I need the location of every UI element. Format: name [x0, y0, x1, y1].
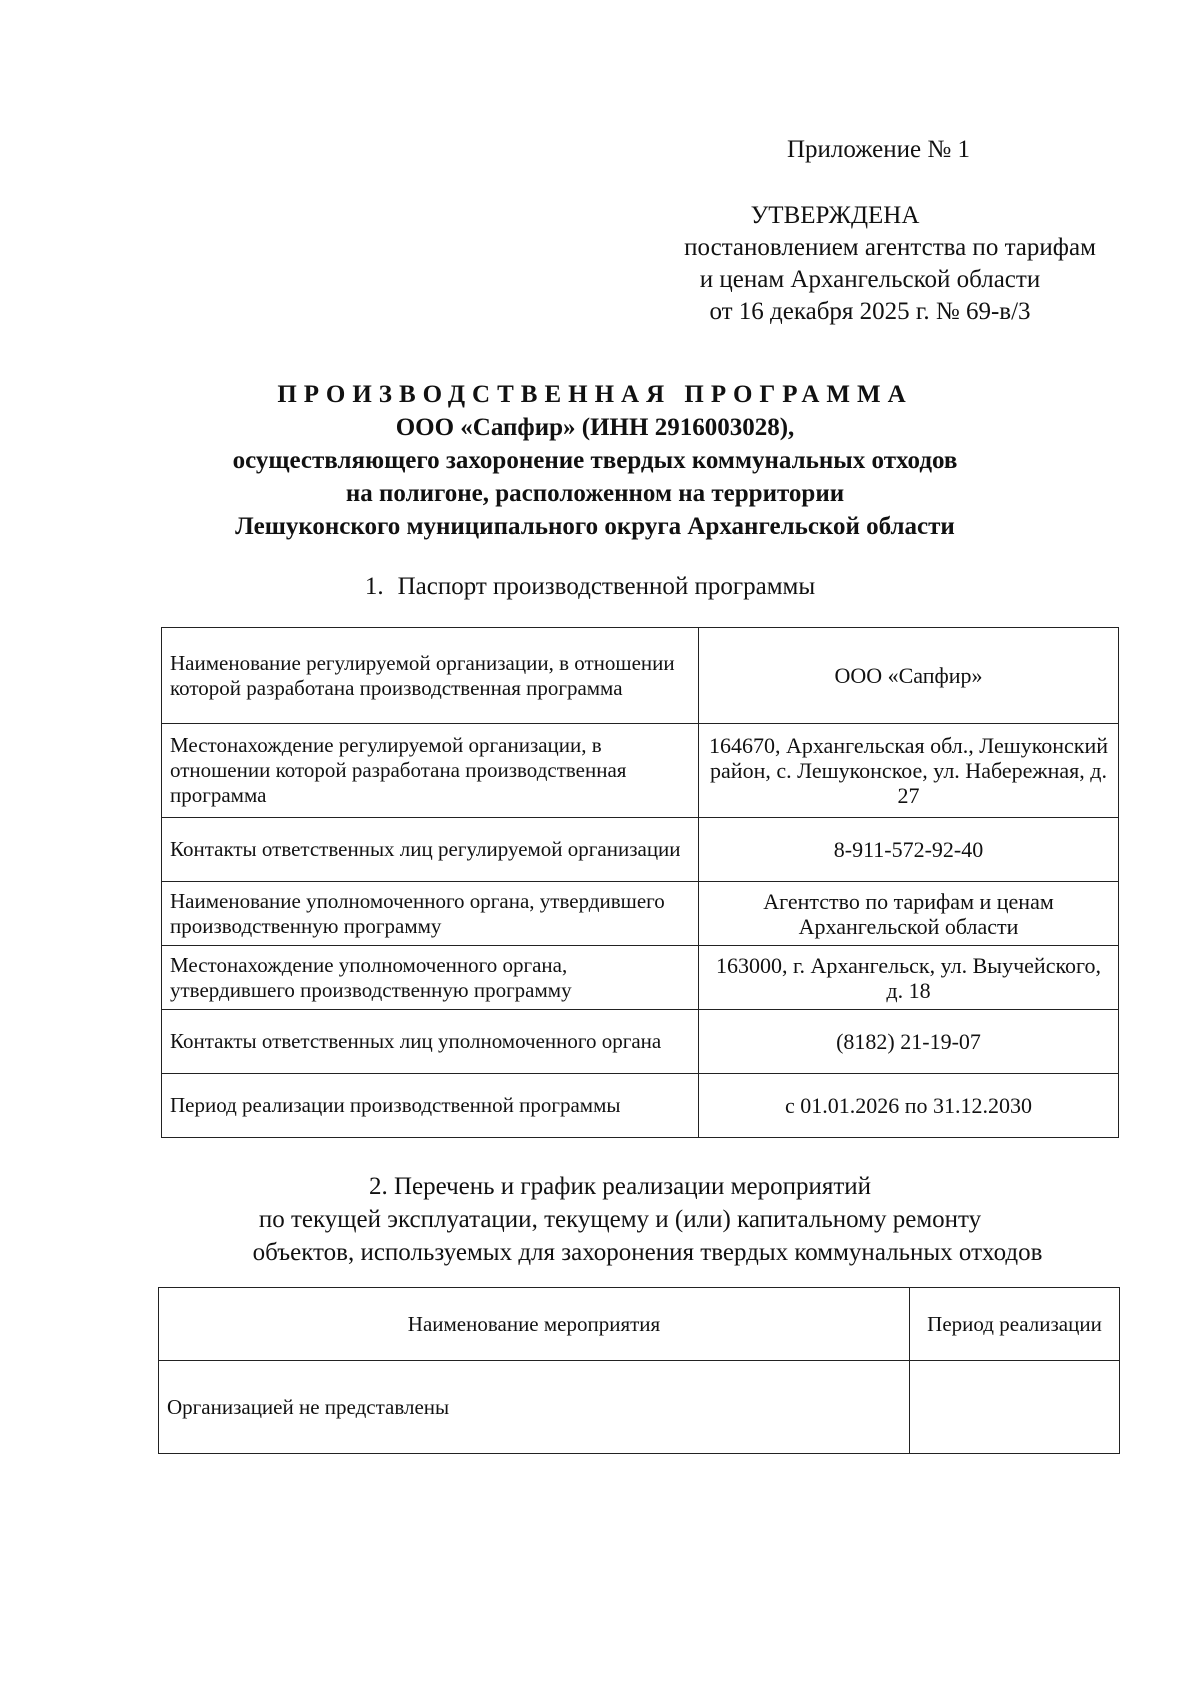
- section-2-line-2: по текущей эксплуатации, текущему и (или) капитальному ремонту: [258, 1206, 982, 1233]
- table-row: [162, 1074, 1119, 1138]
- table-row: [162, 1010, 1119, 1074]
- approved-line-3: от 16 декабря 2025 г. № 69-в/3: [709, 298, 1031, 325]
- section-1-title: Паспорт производственной программы: [397, 573, 816, 600]
- passport-label: Контакты ответственных лиц регулируемой организации: [162, 818, 699, 882]
- measure-period: [910, 1361, 1120, 1454]
- section-1-heading: [150, 573, 1030, 601]
- passport-label: Местонахождение регулируемой организации, в отношении которой разработана производственная программа: [162, 724, 699, 818]
- section-1-number: 1.: [364, 573, 384, 600]
- passport-label: Наименование регулируемой организации, в отношении которой разработана производственная программа: [162, 628, 699, 724]
- section-2-line-3: объектов, используемых для захоронения твердых коммунальных отходов: [252, 1239, 1043, 1266]
- document-title: [150, 378, 1040, 543]
- approval-block: [600, 200, 1200, 328]
- table-row: [162, 628, 1119, 724]
- table-row: [162, 724, 1119, 818]
- passport-value: 8-911-572-92-40: [699, 818, 1119, 882]
- passport-value: Агентство по тарифам и ценам Архангельской области: [699, 882, 1119, 946]
- measures-table: [158, 1287, 1120, 1454]
- passport-label: Местонахождение уполномоченного органа, утвердившего производственную программу: [162, 946, 699, 1010]
- approved-heading: УТВЕРЖДЕНА: [750, 202, 920, 229]
- title-line-1: ПРОИЗВОДСТВЕННАЯ ПРОГРАММА: [277, 381, 913, 408]
- passport-label: Контакты ответственных лиц уполномоченного органа: [162, 1010, 699, 1074]
- title-line-4: на полигоне, расположенном на территории: [345, 480, 845, 507]
- passport-value: ООО «Сапфир»: [699, 628, 1119, 724]
- title-line-3: осуществляющего захоронение твердых коммунальных отходов: [232, 447, 958, 474]
- passport-label: Период реализации производственной программы: [162, 1074, 699, 1138]
- table-row: [162, 882, 1119, 946]
- table-row: [162, 946, 1119, 1010]
- column-header-period: Период реализации: [910, 1288, 1120, 1361]
- table-row: [162, 818, 1119, 882]
- section-2-heading: [120, 1170, 1120, 1269]
- passport-label: Наименование уполномоченного органа, утвердившего производственную программу: [162, 882, 699, 946]
- table-row: [159, 1361, 1120, 1454]
- title-line-5: Лешуконского муниципального округа Архангельской области: [235, 513, 955, 540]
- passport-value: 164670, Архангельская обл., Лешуконский район, с. Лешуконское, ул. Набережная, д. 27: [699, 724, 1119, 818]
- measure-name: Организацией не представлены: [159, 1361, 910, 1454]
- passport-value: 163000, г. Архангельск, ул. Выучейского, д. 18: [699, 946, 1119, 1010]
- approved-line-2: и ценам Архангельской области: [699, 266, 1041, 293]
- passport-value: с 01.01.2026 по 31.12.2030: [699, 1074, 1119, 1138]
- passport-table: [161, 627, 1119, 1138]
- section-2-line-1: 2. Перечень и график реализации мероприятий: [368, 1173, 872, 1200]
- passport-value: (8182) 21-19-07: [699, 1010, 1119, 1074]
- table-header-row: [159, 1288, 1120, 1361]
- column-header-measure: Наименование мероприятия: [159, 1288, 910, 1361]
- approved-line-1: постановлением агентства по тарифам: [684, 234, 1096, 261]
- annex-label: Приложение № 1: [786, 136, 970, 163]
- title-line-2: ООО «Сапфир» (ИНН 2916003028),: [395, 414, 795, 441]
